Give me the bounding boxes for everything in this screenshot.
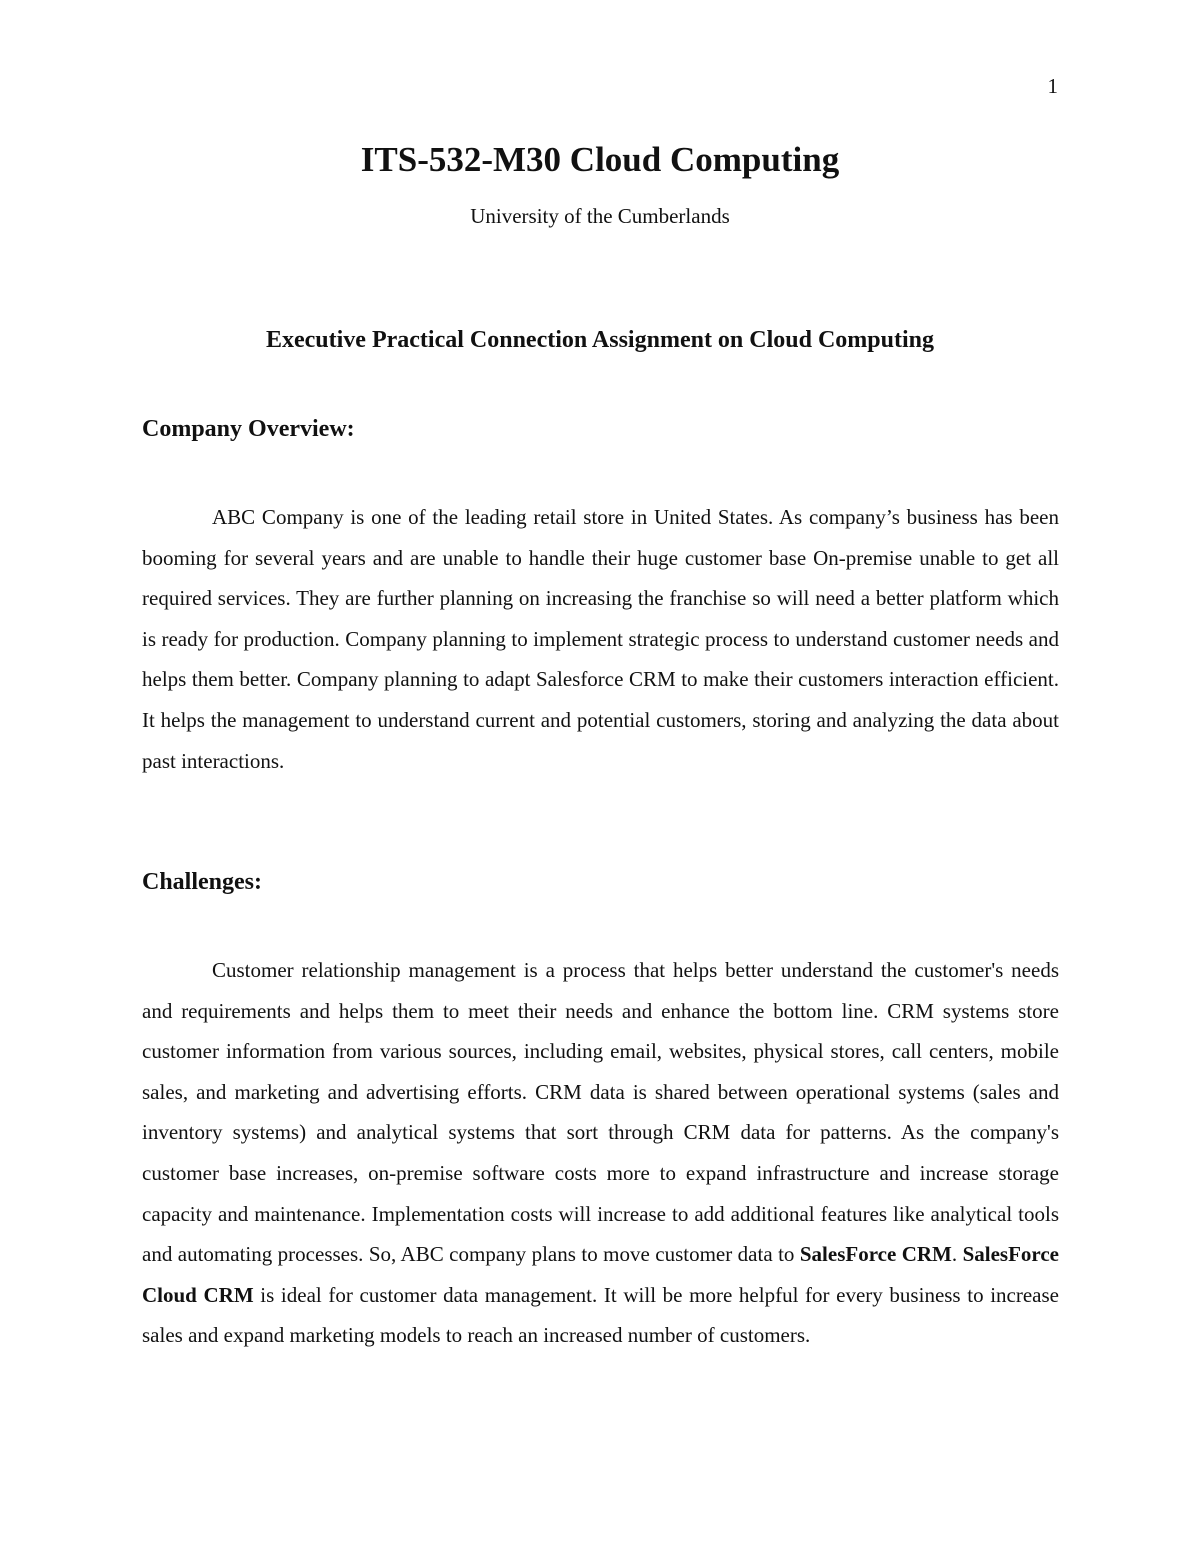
challenges-text-part3: is ideal for customer data management. It will be more helpful for every business to increase sales and expand marketing models to reach an increased number of customers. (142, 1282, 1059, 1348)
section-heading-challenges: Challenges: (142, 869, 262, 895)
document-title: ITS-532-M30 Cloud Computing (360, 140, 840, 179)
challenges-text-part1: Customer relationship management is a process that helps better understand the customer's needs and requirements and helps them to meet their needs and enhance the bottom line. CRM systems store customer information from various sources, including email, websites, physical stores, call centers, mobile sales, and marketing and advertising efforts. CRM data is shared between operational systems (sales and inventory systems) and analytical systems that sort through CRM data for patterns. As the company's customer base increases, on-premise software costs more to expand infrastructure and increase storage capacity and maintenance. Implementation costs will increase to add additional features like analytical tools and automating processes. So, ABC company plans to move customer data to (142, 958, 1059, 1267)
paragraph-company-overview: ABC Company is one of the leading retail store in United States. As company’s business has been booming for several years and are unable to handle their huge customer base On-premise unable to get all required services. They are further planning on increasing the franchise so will need a better platform which is ready for production. Company planning to implement strategic process to understand customer needs and helps them better. Company planning to adapt Salesforce CRM to make their customers interaction efficient. It helps the management to understand current and potential customers, storing and analyzing the data about past interactions. (142, 505, 1059, 773)
challenges-text-part2: . (951, 1242, 963, 1267)
section-heading-company-overview: Company Overview: (142, 416, 355, 442)
bold-salesforce-cloud-crm: SalesForce Cloud CRM (142, 1242, 1059, 1307)
bold-salesforce-crm: SalesForce CRM (799, 1242, 952, 1267)
paragraph-challenges (142, 950, 1059, 1356)
page-number: 1 (1047, 74, 1058, 98)
document-subtitle: Executive Practical Connection Assignment on Cloud Computing (265, 327, 934, 353)
institution-name: University of the Cumberlands (470, 204, 730, 228)
